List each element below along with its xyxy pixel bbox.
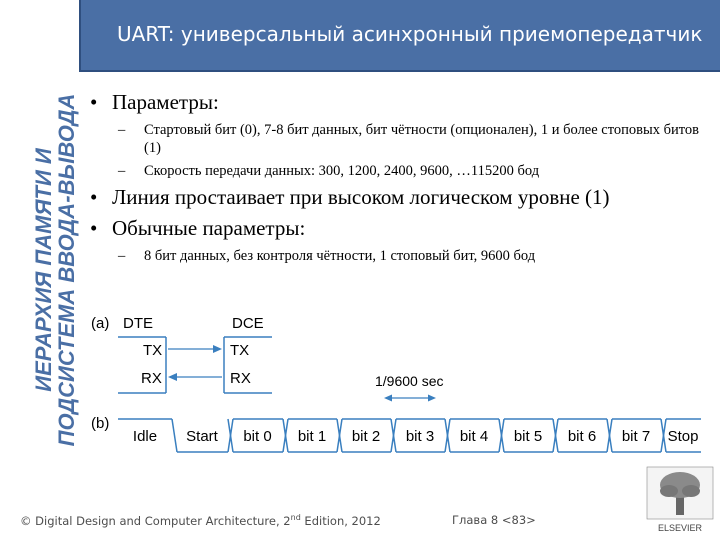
dce-rx-label: RX [230,370,251,387]
slide-title: UART: универсальный асинхронный приемопередатчик [117,22,703,46]
elsevier-logo [645,465,715,535]
timing-segment-label: bit 7 [621,428,651,445]
start-edge [172,419,177,452]
timing-segment-label: bit 0 [243,428,272,445]
timing-segments [118,419,701,452]
dte-label: DTE [123,315,153,332]
dte-rx-label: RX [141,370,162,387]
timing-segment-label: Stop [667,428,699,445]
timing-segment-label: Start [186,428,218,445]
logo-canopy [660,485,678,497]
edition-sup: nd [290,513,301,522]
footer-copyright [20,513,381,528]
dash: – [118,248,126,264]
dte-tx-label: TX [143,342,163,359]
footer-chapter: Глава 8 <83> [452,513,536,527]
sub-bullet-baud-rates-text: Скорость передачи данных: 300, 1200, 2400, 9600, …115200 бод [144,163,540,179]
bullet-dot: • [90,216,98,240]
logo-text: ELSEVIER [657,523,703,533]
timing-segment-label: bit 3 [405,428,435,445]
bullet-dot: • [90,90,98,114]
bullet-idle-text: Линия простаивает при высоком логическом уровне (1) [112,185,610,209]
timing-segment-label: bit 4 [459,428,489,445]
dce-tx-label: TX [230,342,250,359]
sub-bullet-typical-settings-text: 8 бит данных, без контроля чётности, 1 стоповый бит, 9600 бод [144,248,536,264]
figure-a-label: (a) [91,315,110,332]
timing-segment-label: bit 6 [567,428,597,445]
timing-segment-label: bit 5 [513,428,543,445]
timing-segment-label: bit 1 [297,428,327,445]
sub-bullet-frame-format-text: Стартовый бит (0), 7-8 бит данных, бит чётности (опционален), 1 и более стоповых битов (1) [144,122,699,156]
side-title: ИЕРАРХИЯ ПАМЯТИ И ПОДСИСТЕМА ВВОДА-ВЫВОДА [31,93,79,447]
bullet-typical-text: Обычные параметры: [112,216,306,240]
timing-segment-label: Idle [132,428,158,445]
bit-time-arrow-left [384,395,392,402]
bit-time-arrow-right [428,395,436,402]
copyright-edition: Edition, 2012 [300,513,381,528]
dash: – [118,122,126,138]
bullet-dot: • [90,185,98,209]
timing-segment-label: bit 2 [351,428,381,445]
dce-label: DCE [232,315,264,332]
dash: – [118,163,126,179]
logo-canopy [682,485,700,497]
figure-b-label: (b) [91,415,110,432]
copyright-text: © Digital Design and Computer Architecture, 2 [20,513,291,528]
bullet-params-text: Параметры: [112,90,219,114]
bit-time-label: 1/9600 sec [375,373,444,389]
